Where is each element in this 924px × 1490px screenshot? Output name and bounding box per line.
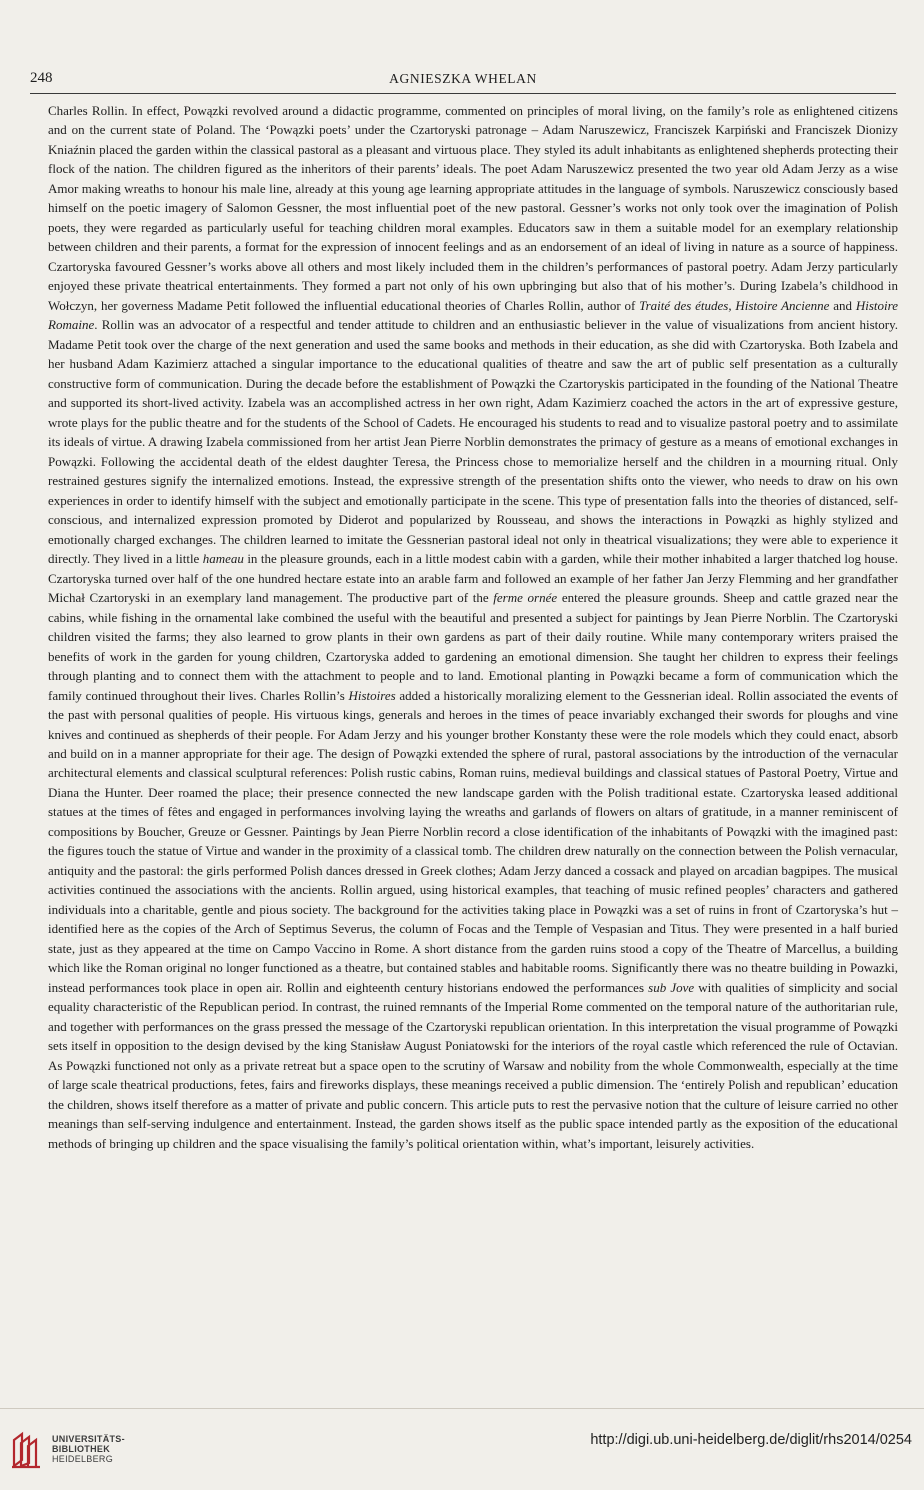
italic-title-text: Histoire Romaine — [48, 297, 898, 333]
italic-title-text: Histoires — [348, 687, 396, 703]
footer-rule — [0, 1408, 924, 1409]
body-text-run: in the pleasure grounds, each in a little modest cabin with a garden, while their mother inhabited a larger thatched log house. Czartoryska turned over half of the one hundred hectare estate into an arable farm and followed an example of her father Jan Jerzy Flemming and her grandfather Michał Czartoryski in an exemplary land management. The productive part of the — [48, 551, 898, 606]
body-paragraph — [48, 101, 898, 1153]
body-text-run: added a historically moralizing element to the Gessnerian ideal. Rollin associated the events of the past with personal qualities of people. His virtuous kings, generals and heroes in the times of peace invariably exchanged their swords for ploughs and vine knives and continued as shepherds of their people. For Adam Jerzy and his younger brother Konstanty these were the role models which they could enact, absorb and build on in a manner appropriate for their age. The design of Powązki extended the sphere of rural, pastoral associations by the introduction of the vernacular architectural elements and classical sculptural references: Polish rustic cabins, Roman ruins, medieval buildings and classical statues of Pastoral Poetry, Virtue and Diana the Hunter. Deer roamed the place; their presence connected the new landscape garden with the Polish traditional estate. Czartoryska leased additional statues at the times of fêtes and engaged in performances involving laying the wreaths and garlands of flowers on altars of gratitude, in a manner reminiscent of compositions by Boucher, Greuze or Gessner. Paintings by Jean Pierre Norblin record a close identification of the inhabitants of Powązki with the imagined past: the figures touch the statue of Virtue and wander in the proximity of a classical tomb. The children drew naturally on the connection between the Polish vernacular, antiquity and the pastoral: the girls performed Polish dances dressed in Greek clothes; Adam Jerzy danced a cossack and played on arcadian bagpipes. The musical activities continued the associations with the ancients. Rollin argued, using historical examples, that teaching of music refined peoples’ characters and gathered individuals into a charitable, gentle and pious society. The background for the activities taking place in Powązki was a set of ruins in front of Czartoryska’s hut – identified here as the copies of the Arch of Septimus Severus, the column of Focas and the Temple of Vespasian and Titus. They were presented in a half buried state, just as they appeared at the time on Campo Vaccino in Rome. A short distance from the garden ruins stood a copy of the Theatre of Marcellus, a building which like the Roman original no longer functioned as a theatre, but contained stables and habitable rooms. Significantly there was no theatre building in Powazki, instead performances took place in open air. Rollin and eighteenth century historians endowed the performances — [48, 687, 898, 995]
italic-title-text: Traité des études, Histoire Ancienne — [639, 297, 830, 313]
running-header — [30, 68, 896, 92]
body-text-run: and — [829, 297, 856, 313]
library-name-line-3: HEIDELBERG — [52, 1454, 114, 1464]
running-head-author: AGNIESZKA WHELAN — [389, 71, 537, 86]
library-name-line-2: BIBLIOTHEK — [52, 1444, 110, 1454]
library-logo[interactable] — [10, 1428, 170, 1472]
header-rule — [30, 93, 896, 94]
source-url-link[interactable]: http://digi.ub.uni-heidelberg.de/diglit/rhs2014/0254 — [590, 1432, 912, 1448]
library-name-line-1: UNIVERSITÄTS- — [52, 1434, 125, 1444]
body-text-run: . Rollin was an advocator of a respectful and tender attitude to children and an enthusiastic believer in the value of visualizations from ancient history. Madame Petit took over the charge of the next generation and used the same books and methods in their education, as she did with Czartoryska. Both Izabela and her husband Adam Kazimierz attached a singular importance to the educational qualities of theatre and saw the art of public self presentation as a culturally constructive form of communication. During the decade before the establishment of Powązki the Czartoryskis participated in the founding of the National Theatre and supported its short-lived activity. Izabela was an accomplished actress in her own right, Adam Kazimierz coached the actors in the art of expressive gesture, wrote plays for the public theatre and for the students of the School of Cadets. He encouraged his students to read and to visualize pastoral poetry and to assimilate its ideals of virtue. A drawing Izabela commissioned from her artist Jean Pierre Norblin demonstrates the primacy of gesture as a means of emotional exchanges in Powązki. Following the accidental death of the eldest daughter Teresa, the Princess chose to memorialize herself and the children in a mourning ritual. Only restrained gestures signify the internalized emotions. Instead, the expressive strength of the presentation shifts onto the viewer, who needs to draw on his own experiences in order to identify himself with the subject and emotionally participate in the scene. This type of presentation falls into the theories of distanced, self-conscious, and internalized expression promoted by Diderot and popularized by Rousseau, and shows the interactions in Powązki as highly stylized and emotionally charged exchanges. The children learned to imitate the Gessnerian pastoral ideal not only in theatrical visualizations; they were able to experience it directly. They lived in a little — [48, 317, 898, 567]
library-name — [52, 1434, 125, 1464]
italic-title-text: sub Jove — [648, 979, 695, 995]
body-text-run: with qualities of simplicity and social equality characteristic of the Republican period. In contrast, the ruined remnants of the Imperial Rome commented on the temporal nature of the authoritarian rule, and together with performances on the grass pressed the message of the Czartoryski republican orientation. In this interpretation the visual programme of Powązki sets itself in opposition to the design devised by the king Stanisław August Poniatowski for the interiors of the royal castle which referenced the rule of Octavian. As Powązki functioned not only as a private retreat but a space open to the scrutiny of Warsaw and nobility from the whole Commonwealth, especially at the time of large scale theatrical productions, fetes, fairs and fireworks displays, these meanings received a public dimension. The ‘entirely Polish and republican’ education the children, shows itself therefore as a matter of private and public concern. This article puts to rest the pervasive notion that the culture of leisure carried no other meanings than self-serving indulgence and entertainment. Instead, the garden shows itself as the public space intended partly as the exposition of the educational methods of bringing up children and the space visualising the family’s political orientation within, what’s important, leisurely activities. — [48, 979, 898, 1151]
body-text-run: Charles Rollin. In effect, Powązki revolved around a didactic programme, commented on principles of moral living, on the family’s role as enlightened citizens and on the current state of Poland. The ‘Powązki poets’ under the Czartoryski patronage – Adam Naruszewicz, Franciszek Karpiński and Franciszek Dionizy Kniaźnin placed the garden within the classical pastoral as a pleasant and virtuous place. They styled its adult inhabitants as enlightened shepherds protecting their flock of the nation. The children figured as the inheritors of their parents’ ideals. The poet Adam Naruszewicz presented the two year old Adam Jerzy as a wise Amor making wreaths to honour his male line, already at this young age learning appropriate attitudes in the language of symbols. Naruszewicz consciously based himself on the poetic imagery of Salomon Gessner, the most influential poet of the new pastoral. Gessner’s works not only took over the imagination of Polish poets, they were regarded as particularly useful for teaching children moral examples. Educators saw in them a suitable model for an exemplary relationship between children and their parents, a format for the expression of innocent feelings and as an endorsement of an ideal of living in nature as a source of happiness. Czartoryska favoured Gessner’s works above all others and most likely included them in the children’s performances of pastoral poetry. Adam Jerzy particularly enjoyed these private theatrical entertainments. They formed a part not only of his own upbringing but also that of his mother’s. During Izabela’s childhood in Wołczyn, her governess Madame Petit followed the influential educational theories of Charles Rollin, author of — [48, 103, 898, 313]
article-body — [48, 101, 898, 1153]
page-number: 248 — [30, 70, 53, 86]
italic-title-text: ferme ornée — [493, 590, 558, 606]
library-emblem-icon — [10, 1430, 50, 1470]
body-text-run: entered the pleasure grounds. Sheep and cattle grazed near the cabins, while fishing in the ornamental lake combined the useful with the beautiful and presented a subject for paintings by Jean Pierre Norblin. The Czartoryski children visited the farms; they also learned to grow plants in their own gardens as part of their daily routine. While many contemporary writers praised the benefits of work in the garden for young children, Czartoryska added to gardening an emotional dimension. She taught her children to express their feelings through planting and to connect them with the attachment to people and to land. Emotional planting in Powązki became a form of communication which the family continued throughout their lives. Charles Rollin’s — [48, 590, 898, 703]
italic-title-text: hameau — [202, 551, 244, 567]
